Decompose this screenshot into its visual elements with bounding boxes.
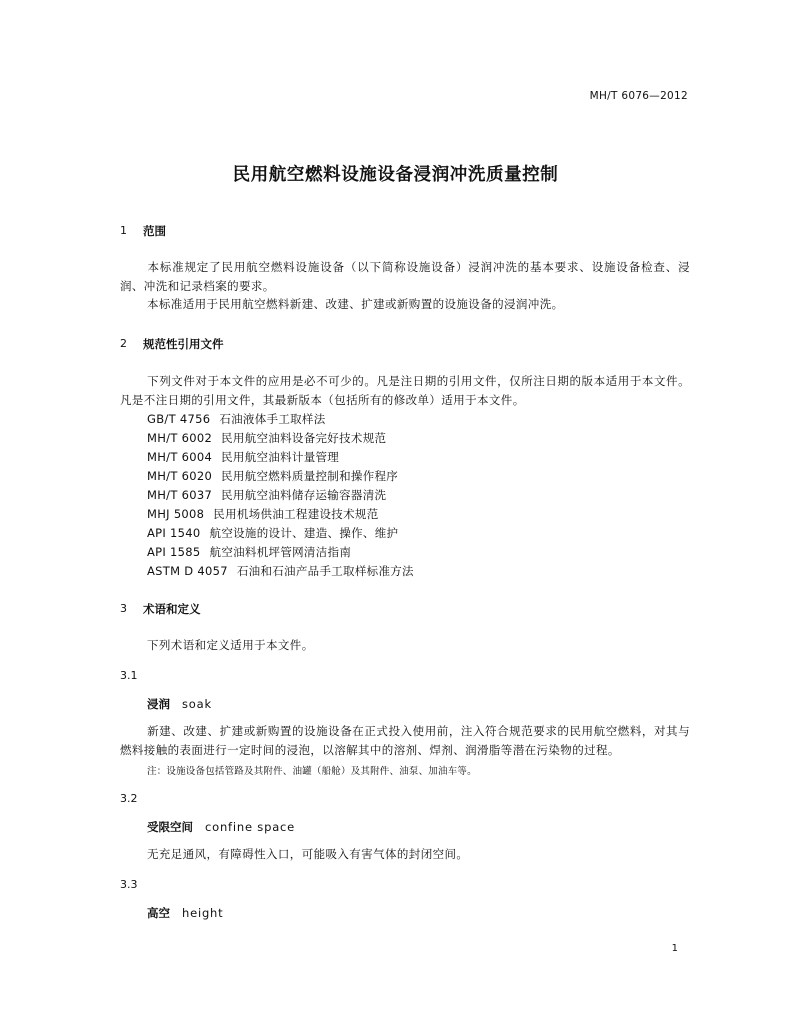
reference-code: API 1585	[147, 545, 201, 559]
section-1-paragraph-1-text: 本标准规定了民用航空燃料设施设备（以下简称设施设备）浸润冲洗的基本要求、设施设备检查、浸润、冲洗和记录档案的要求。	[120, 260, 690, 293]
reference-code: GB/T 4756	[147, 412, 211, 426]
reference-code: ASTM D 4057	[147, 564, 228, 578]
section-3-title: 术语和定义	[143, 602, 201, 616]
section-3-number: 3	[120, 602, 127, 615]
section-2-paragraph-text: 下列文件对于本文件的应用是必不可少的。凡是注日期的引用文件，仅所注日期的版本适用于本文件。凡是不注日期的引用文件，其最新版本（包括所有的修改单）适用于本文件。	[120, 374, 690, 407]
term-definition	[120, 845, 690, 864]
term-definition-text: 无充足通风，有障碍性入口，可能吸入有害气体的封闭空间。	[147, 847, 469, 861]
reference-code: API 1540	[147, 526, 201, 540]
reference-title: 民用航空油料设备完好技术规范	[221, 431, 387, 445]
reference-item	[147, 468, 398, 484]
document-title: 民用航空燃料设施设备浸润冲洗质量控制	[232, 165, 559, 185]
reference-item	[147, 506, 379, 522]
term-chinese: 浸润	[147, 697, 170, 711]
reference-code: MH/T 6037	[147, 488, 213, 502]
reference-item	[147, 544, 351, 560]
page-number: 1	[671, 943, 678, 954]
term-definition	[120, 722, 690, 760]
section-2-paragraph	[120, 372, 690, 410]
reference-item	[147, 430, 386, 446]
term-heading	[147, 905, 223, 921]
term-english: soak	[182, 697, 212, 711]
reference-code: MH/T 6020	[147, 469, 213, 483]
section-1-number: 1	[120, 224, 127, 237]
reference-title: 航空油料机坪管网清洁指南	[209, 545, 352, 559]
term-english: confine space	[205, 820, 296, 834]
reference-item	[147, 487, 386, 503]
reference-title: 石油液体手工取样法	[219, 412, 326, 426]
section-2-number: 2	[120, 337, 127, 350]
document-code: MH/T 6076—2012	[589, 90, 688, 102]
section-1-paragraph-1	[120, 258, 690, 296]
reference-item	[147, 563, 414, 579]
term-heading	[147, 819, 295, 835]
section-3-paragraph	[120, 636, 690, 655]
reference-item	[147, 411, 326, 427]
reference-item	[147, 525, 398, 541]
term-note: 注：设施设备包括管路及其附件、油罐（船舱）及其附件、油泵、加油车等。	[147, 766, 477, 777]
reference-title: 石油和石油产品手工取样标准方法	[236, 564, 414, 578]
section-1-title: 范围	[143, 224, 166, 238]
term-chinese: 受限空间	[147, 820, 193, 834]
term-chinese: 高空	[147, 906, 170, 920]
reference-title: 民用航空燃料质量控制和操作程序	[221, 469, 399, 483]
reference-title: 航空设施的设计、建造、操作、维护	[209, 526, 399, 540]
section-1-paragraph-2-text: 本标准适用于民用航空燃料新建、改建、扩建或新购置的设施设备的浸润冲洗。	[147, 297, 564, 311]
section-2-title: 规范性引用文件	[143, 337, 224, 351]
reference-title: 民用机场供油工程建设技术规范	[213, 507, 379, 521]
reference-code: MH/T 6004	[147, 450, 213, 464]
reference-item	[147, 449, 339, 465]
reference-code: MHJ 5008	[147, 507, 205, 521]
term-number: 3.2	[120, 792, 138, 805]
term-definition-text: 新建、改建、扩建或新购置的设施设备在正式投入使用前，注入符合规范要求的民用航空燃料，对其与燃料接触的表面进行一定时间的浸泡，以溶解其中的溶剂、焊剂、润滑脂等潜在污染物的过程。	[120, 724, 690, 757]
reference-code: MH/T 6002	[147, 431, 213, 445]
section-1-paragraph-2	[120, 295, 690, 314]
reference-title: 民用航空油料储存运输容器清洗	[221, 488, 387, 502]
term-number: 3.3	[120, 878, 138, 891]
reference-title: 民用航空油料计量管理	[221, 450, 340, 464]
section-3-paragraph-text: 下列术语和定义适用于本文件。	[147, 638, 314, 652]
term-number: 3.1	[120, 669, 138, 682]
term-english: height	[182, 906, 224, 920]
term-heading	[147, 696, 212, 712]
